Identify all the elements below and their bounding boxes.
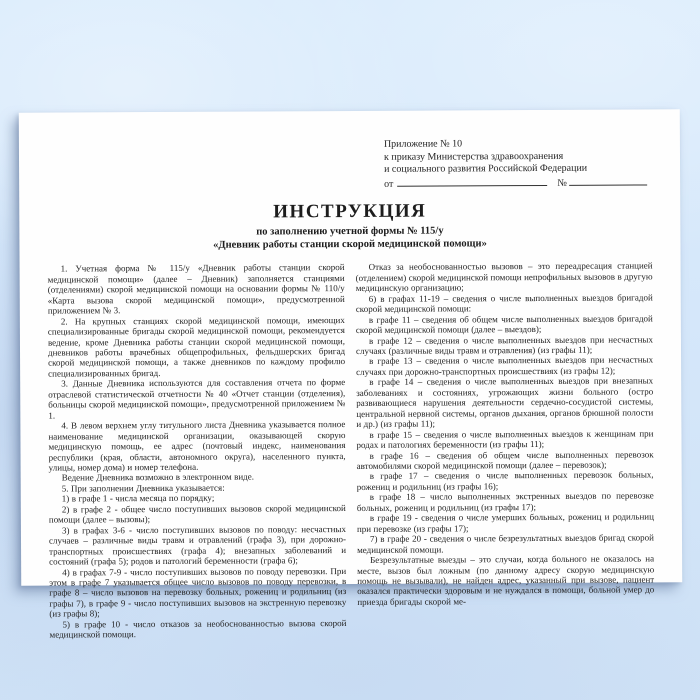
paragraph: Отказ за необоснованностью вызовов – это переадресация станцией (отделением) скорой медицинской помощи непрофильных вызовов в другую медицинскую организацию;: [355, 260, 653, 294]
number-label: №: [557, 177, 567, 189]
subtitle-form-number: по заполнению учетной формы № 115/у: [256, 225, 444, 238]
paragraph: в графе 19 - сведения о числе умерших больных, рожениц и родильниц при перевозке (из графы 17);: [356, 511, 654, 534]
paragraph: в графе 12 – сведения о числе выполненных выездов при несчастных случаях (различные виды травм и отравления) (из графы 11);: [355, 333, 653, 356]
page-title: ИНСТРУКЦИЯ: [273, 200, 427, 223]
two-column-body: [48, 261, 655, 640]
paragraph: 6) в графах 11-19 – сведения о числе выполненных выездов бригадой скорой медицинской помощи:: [355, 292, 653, 315]
order-date-number-line: [384, 175, 652, 191]
paragraph: 2) в графе 2 - общее число поступивших вызовов скорой медицинской помощи (далее – вызовы);: [48, 502, 346, 525]
paragraph: в графе 18 – число выполненных экстренных выездов по перевозке больных, рожениц и родильниц (из графы 17);: [356, 490, 654, 513]
paragraph: 5. При заполнении Дневника указывается:: [61, 482, 225, 494]
paragraph: в графе 13 – сведения о числе выполненных выездов при несчастных случаях при дорожно-транспортных происшествиях (из графы 12);: [356, 354, 654, 377]
paragraph: в графе 15 – сведения о числе выполненных выездов к женщинам при родах и патологиях беременности (из графы 11);: [356, 428, 654, 451]
paragraph: 2. На крупных станциях скорой медицинской помощи, имеющих специализированные бригады скорой медицинской помощи, рекомендуется ведение, кроме Дневника работы станции скорой медицинской помощи, дневников работы врачебных общепрофильных, фельдшерских бригад скорой медицинской помощи, а также дневников по каждому профилю специализированных бригад.: [47, 314, 346, 379]
paragraph: в графе 14 – сведения о числе выполненных выездов при внезапных заболеваниях и состояниях, угрожающих жизни больного (остро развивающиеся нарушения деятельности сердечно-сосудистой системы, центральной нервной системы, органов дыхания, органов брюшной полости и др.) (из графы 11);: [356, 375, 654, 430]
paragraph: 7) в графе 20 - сведения о числе безрезультатных выездов бригад скорой медицинской помощи.: [357, 532, 655, 555]
left-column: [48, 262, 347, 640]
appendix-line: Приложение № 10: [383, 138, 463, 150]
paragraph: 1. Учетная форма № 115/у «Дневник работы станции скорой медицинской помощи» (далее – Дневник) заполняется станциями (отделениями) скорой медицинской помощи на основании формы № 110/у «Карта вызова скорой медицинской помощи», предусмотренной приложением № 3.: [47, 262, 345, 316]
paragraph: 4) в графах 7-9 - число поступивших вызовов по поводу перевозки. При этом в графе 7 указывается общее число вызовов по поводу перевозки, в графе 8 – число вызовов на перевозку больных, рожениц и родильниц (из графы 7), в графе 9 - число поступивших вызовов на экстренную перевозку (из графы 8);: [49, 565, 347, 619]
subtitle-form-name: «Дневник работы станции скорой медицинской помощи»: [213, 238, 487, 252]
paragraph: 5) в графе 10 - число отказов за необоснованностью вызова скорой медицинской помощи.: [49, 617, 347, 640]
appendix-line: к приказу Министерства здравоохранения: [383, 150, 564, 163]
right-column: [356, 261, 655, 639]
paragraph: 3) в графах 3-6 - число поступивших вызовов по поводу: несчастных случаев – различные виды травм и отравлений (графа 3), при дорожно-транспортных происшествиях (графа 4); внезапных заболеваний и состояний (графа 5); родов и патологий беременности (графа 6);: [48, 523, 347, 567]
number-blank-line: [569, 175, 647, 185]
paragraph: в графе 11 – сведения об общем числе выполненных выездов бригадой скорой медицинской помощи (далее – выездов);: [355, 313, 653, 336]
from-label: от: [384, 178, 394, 190]
paragraph: в графе 17 – сведения о числе выполненных перевозок больных, рожениц и родильниц (из графы 16);: [356, 469, 654, 492]
date-blank-line: [397, 176, 547, 187]
paragraph: 4. В левом верхнем углу титульного листа Дневника указывается полное наименование медицинской организации, оказывающей скорую медицинскую помощь, ее адрес (почтовый индекс, наименования республики (края, области, автономного округа), населенного пункта, улицы, номер дома) и номер телефона.: [48, 419, 346, 473]
paragraph: Ведение Дневника возможно в электронном виде.: [61, 471, 254, 483]
paragraph: 3. Данные Дневника используются для составления отчета по форме отраслевой статистической отчетности № 40 «Отчет станции (отделения), больницы скорой медицинской помощи», предусмотренной приложением № 1.: [48, 377, 346, 421]
appendix-block: [384, 137, 652, 191]
paragraph: 1) в графе 1 - числа месяца по порядку;: [61, 493, 215, 504]
appendix-line: и социального развития Российской Федерации: [384, 162, 588, 176]
document-page: [19, 109, 682, 640]
paragraph: Безрезультатные выезды – это случаи, когда больного не оказалось на месте, вызов был ложным (по данному адресу скорую медицинскую помощь не вызывали), не найден адрес, указанный при вызове, пациент оказался практически здоровым и не нуждался в помощи, больной умер до приезда бригады скорой ме-: [357, 553, 655, 607]
paragraph: в графе 16 – сведения об общем числе выполненных перевозок автомобилями скорой медицинской помощи (далее – перевозок);: [356, 448, 654, 471]
